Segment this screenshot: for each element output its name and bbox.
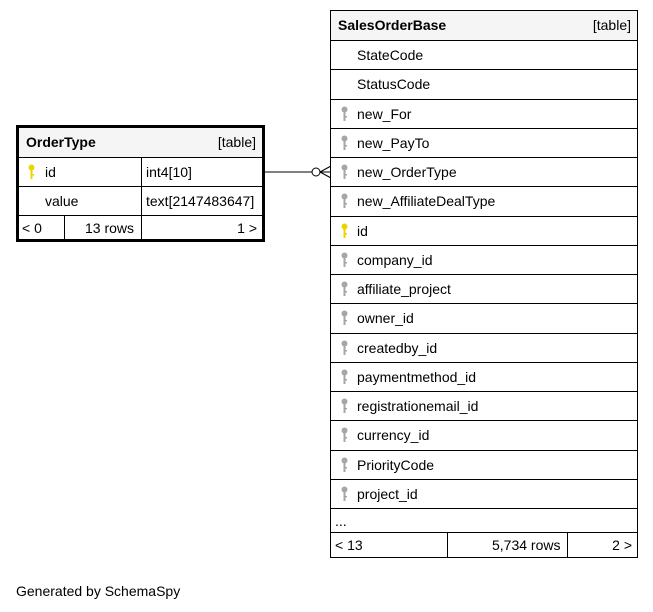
table-row xyxy=(331,186,637,215)
prev-link[interactable]: < 13 xyxy=(335,537,363,553)
foreign-key-icon xyxy=(341,310,348,326)
column-name: new_PayTo xyxy=(357,134,430,151)
next-link[interactable]: 2 > xyxy=(612,537,632,553)
column-name: StatusCode xyxy=(357,76,431,93)
column-name: owner_id xyxy=(357,310,414,327)
foreign-key-icon xyxy=(341,486,348,502)
column-name: company_id xyxy=(357,251,433,268)
foreign-key-icon xyxy=(341,369,348,385)
column-name: currency_id xyxy=(357,427,430,444)
table-row xyxy=(331,128,637,157)
primary-key-icon xyxy=(341,223,348,239)
salesorderbase-table[interactable] xyxy=(330,10,638,558)
table-name: SalesOrderBase xyxy=(338,17,447,33)
column-name: id xyxy=(357,222,368,239)
column-name: id xyxy=(45,164,56,180)
column-name: affiliate_project xyxy=(357,281,451,297)
table-row xyxy=(331,216,637,245)
table-type-tag: [table] xyxy=(217,134,256,150)
table-row xyxy=(331,157,637,186)
table-row xyxy=(331,303,637,332)
foreign-key-icon xyxy=(341,135,348,151)
table-row xyxy=(331,99,637,128)
table-row xyxy=(331,479,637,508)
foreign-key-icon xyxy=(341,427,348,443)
row-count: 5,734 rows xyxy=(492,537,561,553)
table-row xyxy=(331,450,637,479)
foreign-key-icon xyxy=(341,252,348,268)
foreign-key-icon xyxy=(341,398,348,414)
column-name: registrationemail_id xyxy=(357,398,479,414)
column-name: new_OrderType xyxy=(357,164,457,180)
cell-divider xyxy=(567,533,568,557)
table-row xyxy=(331,391,637,420)
optional-marker xyxy=(312,168,320,176)
table-name: OrderType xyxy=(26,134,96,150)
column-name: createdby_id xyxy=(357,339,438,356)
column-name: new_For xyxy=(357,105,412,122)
column-name: StateCode xyxy=(357,47,424,63)
foreign-key-icon xyxy=(341,281,348,297)
row-count: 13 rows xyxy=(85,220,135,236)
column-name: paymentmethod_id xyxy=(357,368,477,385)
salesorderbase-footer xyxy=(331,532,637,557)
table-row xyxy=(331,245,637,274)
next-link[interactable]: 1 > xyxy=(237,220,257,236)
salesorderbase-header xyxy=(331,11,637,40)
table-row xyxy=(331,420,637,449)
column-name: PriorityCode xyxy=(357,456,435,473)
table-type-tag: [table] xyxy=(592,17,631,33)
more-columns-row xyxy=(331,508,637,532)
table-row xyxy=(331,40,637,69)
more-columns-indicator[interactable]: ... xyxy=(335,513,347,529)
foreign-key-icon xyxy=(341,164,348,180)
foreign-key-icon xyxy=(341,340,348,356)
foreign-key-icon xyxy=(341,457,348,473)
table-row xyxy=(331,362,637,391)
column-name: new_AffiliateDealType xyxy=(357,193,496,210)
table-row xyxy=(331,69,637,98)
column-type: int4[10] xyxy=(146,164,192,180)
column-name: value xyxy=(45,193,79,209)
column-name: project_id xyxy=(357,485,418,502)
prev-link[interactable]: < 0 xyxy=(22,220,42,236)
foreign-key-icon xyxy=(341,193,348,209)
cell-divider xyxy=(447,533,448,557)
generated-by-caption: Generated by SchemaSpy xyxy=(16,583,181,599)
column-type: text[2147483647] xyxy=(146,193,255,209)
table-row xyxy=(331,274,637,303)
table-row xyxy=(331,333,637,362)
foreign-key-icon xyxy=(341,106,348,122)
